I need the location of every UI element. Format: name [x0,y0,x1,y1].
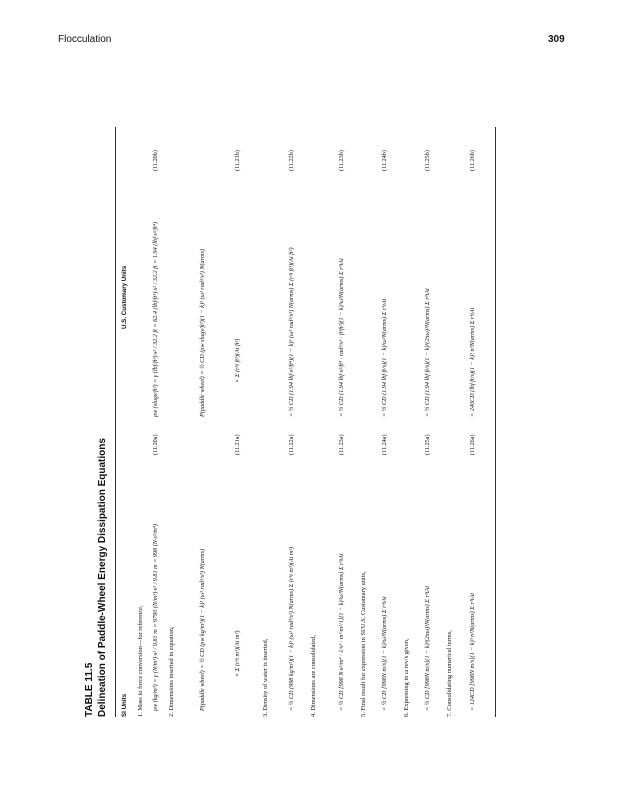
us-eq-11-26b: = 240CD (lbf·ft/s)(1 − k)³ n³N(arms) Σ r³iAi [469,307,476,417]
us-eq-11-21b-line2: × Σ (r³i ft³)(Ai ft²) [234,338,241,383]
step-3: 3. Density of water is inserted, [262,638,269,717]
eq-number: (11.20a) [152,434,159,455]
step-4: 4. Dimensions are consolidated, [310,635,317,717]
eq-number: (11.25a) [424,434,431,455]
eq-number: (11.25b) [424,150,431,171]
eq-number: (11.23b) [338,150,345,171]
eq-number: (11.22a) [288,434,295,455]
chapter-title: Flocculation [58,34,112,45]
us-eq-11-24b: = ½ CD (1.94 lbf·ft/s)(1 − k)³ω³N(arms) Σ r³iAi [381,298,388,417]
si-eq-11-25a: = ½ CD [998N m/s](1 − k)³(2πω)³N(arms) Σ r³iAi [424,586,431,711]
table-label: TABLE 11.5 [84,662,95,717]
eq-number: (11.26a) [469,434,476,455]
si-eq-11-24a: = ½ CD [998N m/s](1 − k)³ω³N(arms) Σ r³iAi [381,596,388,711]
us-units-heading: U.S. Customary Units [121,265,128,329]
table-bottom-rule [495,127,496,717]
running-head [0,0,617,60]
us-eq-11-22b: = ½ CD (1.94 lbf·s²/ft⁴)(1 − k)³ (ω³ rad³/s³) N(arms) Σ (r³i ft³)(Ai ft²) [288,247,295,417]
us-eq-11-23b: = ½ CD (1.94 lbf·s²/ft⁴ · rad³/s³ · ft³ft²)(1 − k)³ω³N(arms) Σ r³iAi [338,258,345,417]
table-top-rule [115,127,116,717]
table-title: Delineation of Paddle-Wheel Energy Dissipation Equations [97,438,108,717]
us-eq-11-21b-line1: P(paddle wheel) = ½ CD (ρw slugs/ft³)(1 − k)³ (ω³ rad³/s³) N(arms) [199,249,206,417]
si-eq-11-23a: = ½ CD [998 N·s²/m⁴ · 1/s³ · m³·m²/1](1 − k)³ω³N(arms) Σ r³iAi [338,553,345,711]
si-eq-11-21a-line2: × Σ (r³i m³)(Ai m²) [234,630,241,677]
si-eq-11-20a: ρw (kg/m³) = γ (N/m³)·s² / 9.81 m = 9790 (N/m³)·s² / 9.81 m = 998 (N·s²/m⁴) [152,523,159,711]
si-units-heading: SI Units [121,693,128,717]
step-1: 1. Mass to force conversion—for reference, [137,605,144,717]
eq-number: (11.20b) [152,150,159,171]
step-6: 6. Expressing in ω rev/s given, [403,638,410,717]
us-eq-11-20b: ρw (slugs/ft³) = γ (lbf/ft³)·s² / 32.2 ft = 62.4 (lbf/ft³)·s² / 32.2 ft = 1.94 (lbf·s²/ft⁴) [152,221,159,417]
si-eq-11-22a: = ½ CD (998 kg/m³)(1 − k)³ (ω³ rad³/s³) N(arms) Σ (r³i m³)(Ai m²) [288,546,295,711]
page-number: 309 [548,34,565,45]
step-7: 7. Consolidating numerical terms, [446,630,453,717]
si-eq-11-26a: = 124CD [998N m/s](1 − k)³ n³N(arms) Σ r³iAi [469,593,476,711]
eq-number: (11.23a) [338,434,345,455]
eq-number: (11.24b) [381,150,388,171]
eq-number: (11.24a) [381,434,388,455]
eq-number: (11.26b) [469,150,476,171]
si-eq-11-21a-line1: P(paddle wheel) = ½ CD (ρw kg/m³)(1 − k)³ (ω³ rad³/s³) N(arms) [199,548,206,711]
eq-number: (11.22b) [288,150,295,171]
rotated-table [85,127,555,717]
step-5: 5. Final result for expression in SI/U.S. Customary units, [360,571,367,717]
eq-number: (11.21a) [234,434,241,455]
step-2: 2. Dimensions inserted in equation, [168,626,175,717]
us-eq-11-25b: = ½ CD (1.94 lbf·ft/s)(1 − k)³(2πω)³N(arms) Σ r³iAi [424,288,431,417]
eq-number: (11.21b) [234,150,241,171]
